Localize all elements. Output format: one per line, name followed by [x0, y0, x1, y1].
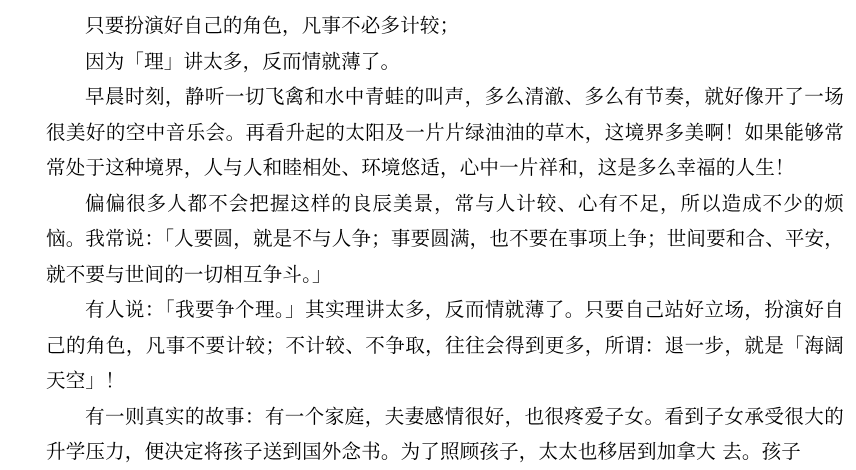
paragraph-1: 只要扮演好自己的角色，凡事不必多计较； — [85, 14, 460, 37]
paragraph-2: 因为「理」讲太多，反而情就薄了。 — [85, 49, 401, 73]
paragraph-5: 有人说：「我要争个理。」其实理讲太多，反而情就薄了。只要自己站好立场，扮演好自己的角色，凡事不要计较；不计较、不争取，往往会得到更多，所谓：退一步，就是「海阔天空」！ — [46, 298, 844, 392]
paragraph-4: 偏偏很多人都不会把握这样的良辰美景，常与人计较、心有不足，所以造成不少的烦恼。我常说：「人要圆，就是不与人争；事要圆满，也不要在事项上争；世间要和合、平安，就不要与世间的一切相互争斗。」 — [46, 191, 844, 286]
paragraph-3: 早晨时刻，静听一切飞禽和水中青蛙的叫声，多么清澈、多么有节奏，就好像开了一场很美好的空中音乐会。再看升起的太阳及一片片绿油油的草木，这境界多美啊！如果能够常常处于这种境界，人与人和睦相处、环境悠适，心中一片祥和，这是多么幸福的人生！ — [46, 85, 844, 179]
paragraph-6: 有一则真实的故事：有一个家庭，夫妻感情很好，也很疼爱子女。看到子女承受很大的升学压力，便决定将孩子送到国外念书。为了照顾孩子，太太也移居到加拿大 去。孩子 — [46, 404, 844, 463]
